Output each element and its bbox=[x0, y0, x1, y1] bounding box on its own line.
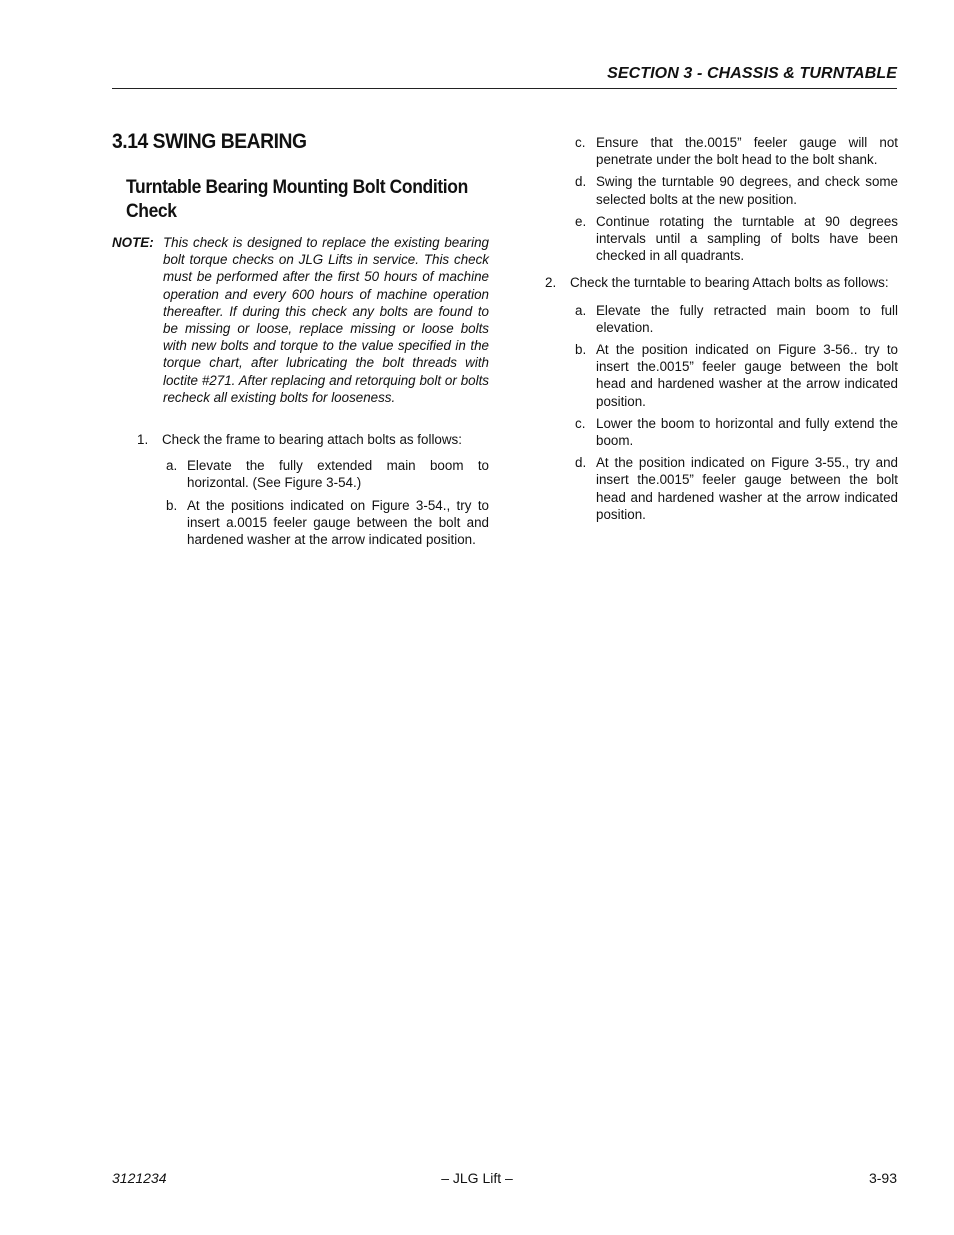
sub-text: Ensure that the.0015” feeler gauge will not penetrate under the bolt head to the bolt shank. bbox=[596, 135, 898, 168]
footer-doc-number: 3121234 bbox=[112, 1170, 167, 1186]
sub-text: Elevate the fully retracted main boom to full elevation. bbox=[596, 302, 898, 335]
section-header-title: SECTION 3 - CHASSIS & TURNTABLE bbox=[607, 65, 897, 82]
sub-letter: e. bbox=[575, 213, 587, 229]
note-text: This check is designed to replace the existing bearing bolt torque checks on JLG Lifts in service. This check must be performed after the first 50 hours of machine operation and every 600 hours of machine operation thereafter. If during this check any bolts are found to be missing or loose, replace missing or loose bolts with new bolts and torque to the value specified in the torque chart, after lubricating the bolt threads with loctite #271. After replacing and retorquing bolt or bolts recheck all existing bolts for looseness. bbox=[163, 235, 489, 405]
step-2-sub-d bbox=[575, 454, 898, 523]
sub-heading: Turntable Bearing Mounting Bolt Condition Check bbox=[126, 177, 468, 222]
sub-letter: b. bbox=[575, 342, 587, 358]
sub-text: At the positions indicated on Figure 3-54., try to insert a.0015 feeler gauge between the bolt and hardened washer at the arrow indicated position. bbox=[187, 497, 489, 548]
section-heading: 3.14 SWING BEARING bbox=[112, 130, 307, 153]
right-column bbox=[545, 134, 898, 523]
note-label: NOTE: bbox=[112, 235, 154, 250]
step-text: Check the frame to bearing attach bolts as follows: bbox=[162, 432, 462, 448]
sub-text: At the position indicated on Figure 3-56.. try to insert the.0015” feeler gauge between the bolt head and hardened washer at the arrow indicated position. bbox=[596, 342, 898, 409]
step-1 bbox=[137, 431, 489, 448]
note-block bbox=[112, 234, 489, 406]
step-2-sub-a bbox=[575, 302, 898, 336]
sub-letter: c. bbox=[575, 135, 586, 150]
footer-page-number: 3-93 bbox=[868, 1170, 897, 1186]
step-number: 2. bbox=[545, 275, 557, 291]
sub-letter: d. bbox=[575, 455, 587, 471]
sub-text: Swing the turntable 90 degrees, and check some selected bolts at the new position. bbox=[596, 174, 898, 207]
sub-letter: a. bbox=[166, 458, 178, 474]
step-number: 1. bbox=[137, 432, 149, 448]
step-2 bbox=[545, 274, 898, 291]
step-1-sub-d bbox=[575, 173, 898, 207]
sub-text: Continue rotating the turntable at 90 degrees intervals until a sampling of bolts have been checked in all quadrants. bbox=[596, 213, 898, 264]
sub-letter: a. bbox=[575, 302, 587, 318]
step-1-sub-b bbox=[166, 497, 489, 549]
footer-publisher: – JLG Lift – bbox=[441, 1170, 513, 1186]
sub-letter: b. bbox=[166, 497, 178, 513]
header-rule bbox=[112, 88, 897, 89]
left-column bbox=[112, 130, 489, 548]
step-1-sub-e bbox=[575, 213, 898, 265]
step-1-sub-c bbox=[575, 134, 898, 168]
step-2-sub-b bbox=[575, 341, 898, 410]
step-2-sub-c bbox=[575, 415, 898, 449]
step-text: Check the turntable to bearing Attach bolts as follows: bbox=[570, 275, 889, 291]
sub-text: Lower the boom to horizontal and fully extend the boom. bbox=[596, 415, 898, 449]
sub-letter: d. bbox=[575, 174, 587, 190]
sub-letter: c. bbox=[575, 415, 586, 431]
step-1-sub-a bbox=[166, 457, 489, 491]
sub-text: At the position indicated on Figure 3-55., try and insert the.0015” feeler gauge between the bolt head and hardened washer at the arrow indicated position. bbox=[596, 455, 898, 522]
sub-text: Elevate the fully extended main boom to horizontal. (See Figure 3-54.) bbox=[187, 458, 489, 491]
